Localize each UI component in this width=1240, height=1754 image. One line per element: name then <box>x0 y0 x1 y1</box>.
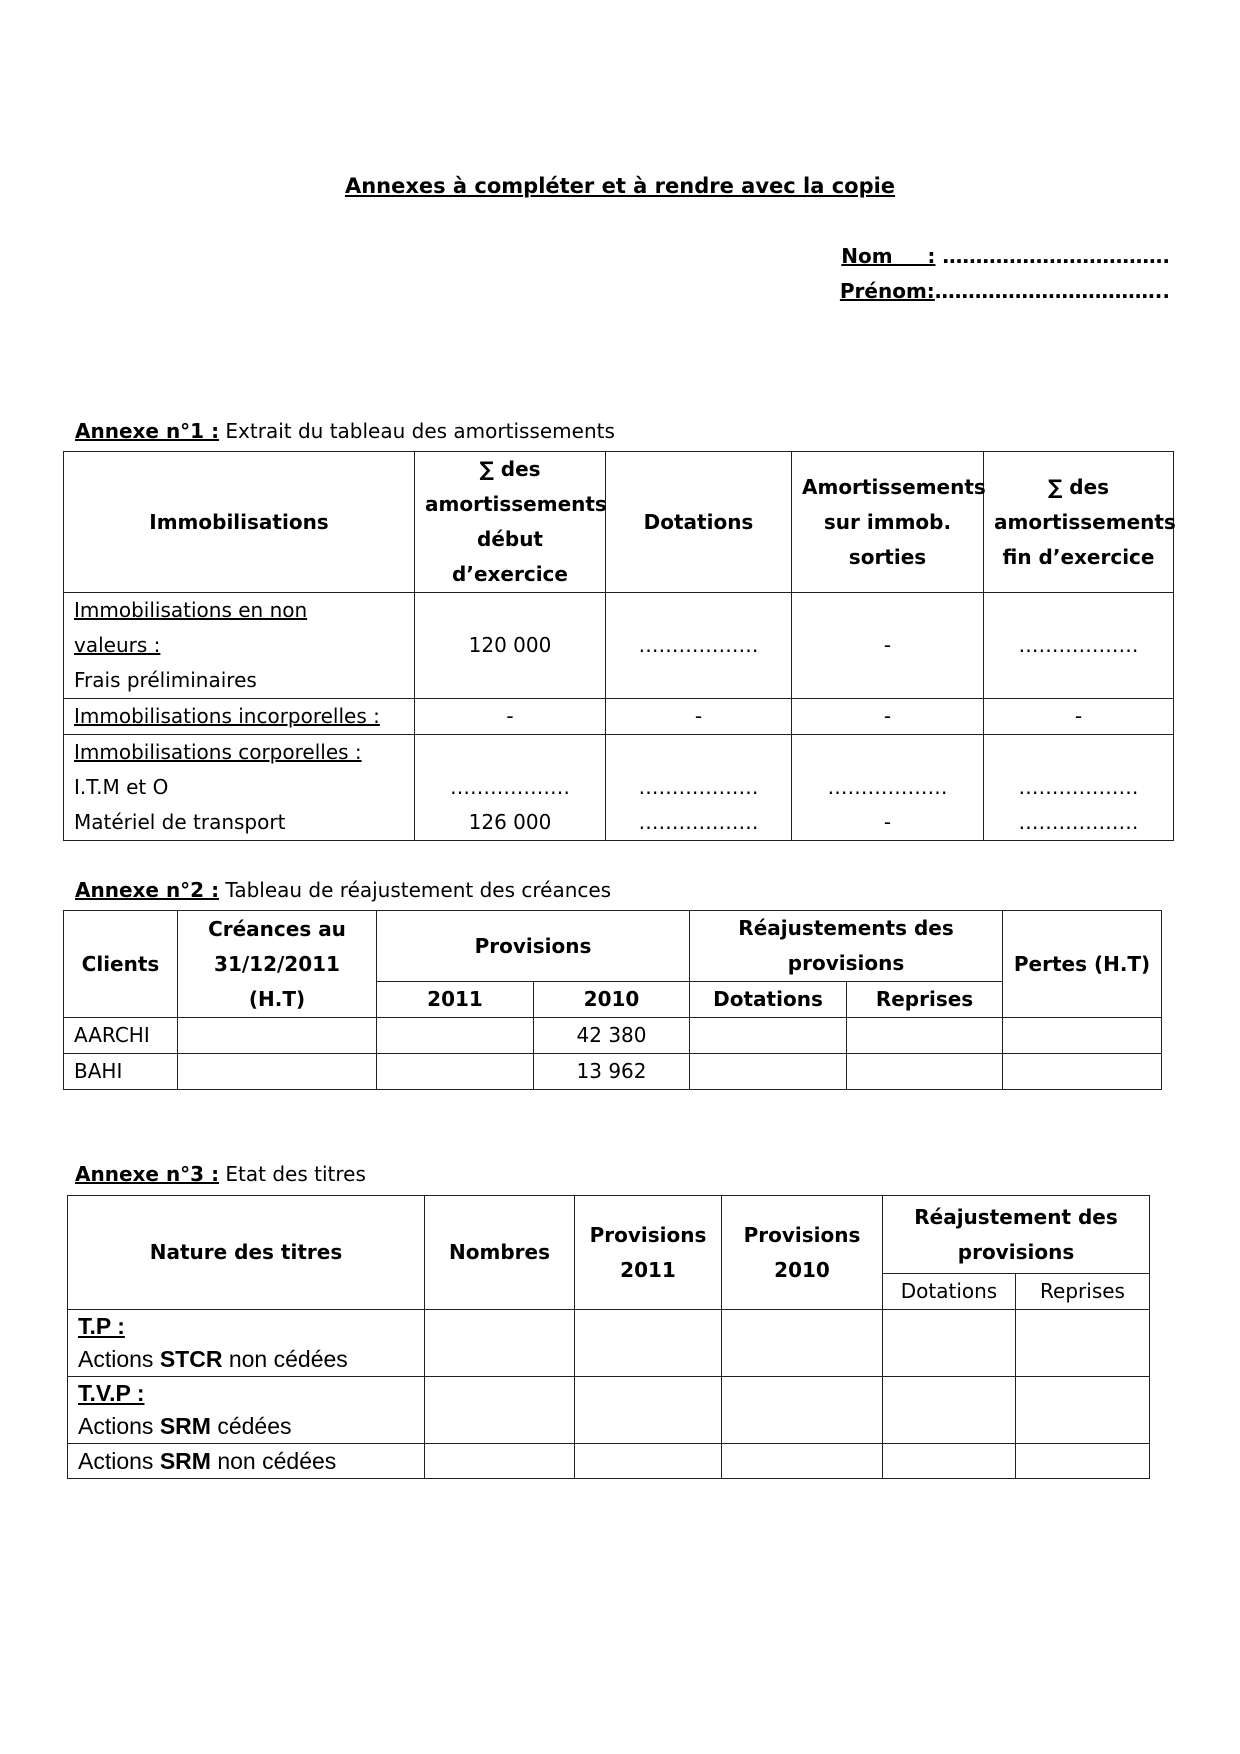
cell-pair <box>415 735 606 841</box>
table-row <box>68 1377 1150 1444</box>
client-name: BAHI <box>64 1054 178 1090</box>
fill-blank[interactable]: ……………… <box>1018 775 1139 799</box>
annex2-title: Tableau de réajustement des créances <box>219 878 612 902</box>
input-cell[interactable] <box>690 1054 847 1090</box>
row-label: Immobilisations en non valeurs : Frais préliminaires <box>64 593 415 699</box>
nom-field[interactable]: ……………………………. <box>935 244 1170 268</box>
table-row <box>64 1054 1162 1090</box>
cell: - <box>606 699 792 735</box>
cell: - <box>792 593 984 699</box>
annex3-title: Etat des titres <box>219 1162 366 1186</box>
table-row <box>64 735 1174 841</box>
input-cell[interactable] <box>847 1054 1003 1090</box>
col-dotations: Dotations <box>690 982 847 1018</box>
col-provisions: Provisions <box>377 911 690 982</box>
input-cell[interactable] <box>690 1018 847 1054</box>
input-cell[interactable] <box>1016 1310 1150 1377</box>
cell-pair <box>606 735 792 841</box>
input-cell[interactable] <box>575 1444 722 1479</box>
input-cell[interactable] <box>425 1310 575 1377</box>
table-row <box>68 1444 1150 1479</box>
row-label: T.V.P : Actions SRM cédées <box>68 1377 425 1444</box>
client-name: AARCHI <box>64 1018 178 1054</box>
input-cell[interactable] <box>722 1310 883 1377</box>
annex3-header-row <box>68 1196 1150 1274</box>
prenom-field[interactable]: …………………………….. <box>934 279 1170 303</box>
input-cell[interactable] <box>883 1377 1016 1444</box>
col-pertes: Pertes (H.T) <box>1003 911 1162 1018</box>
prenom-label: Prénom: <box>839 279 935 303</box>
fill-blank[interactable]: ……………… <box>984 593 1174 699</box>
fill-blank[interactable]: ……………… <box>827 775 948 799</box>
nom-line <box>841 244 1170 268</box>
col-reajustements: Réajustements des provisions <box>690 911 1003 982</box>
input-cell[interactable] <box>425 1377 575 1444</box>
col-reajustement: Réajustement des provisions <box>883 1196 1150 1274</box>
cell: 126 000 <box>468 810 552 834</box>
table-row <box>64 593 1174 699</box>
input-cell[interactable] <box>178 1054 377 1090</box>
annex3-heading <box>75 1162 366 1186</box>
cell: 120 000 <box>415 593 606 699</box>
annex2-tag: Annexe n°2 : <box>75 878 220 902</box>
nom-label: Nom : <box>841 244 936 268</box>
input-cell[interactable] <box>883 1310 1016 1377</box>
cell: 42 380 <box>534 1018 690 1054</box>
input-cell[interactable] <box>377 1018 534 1054</box>
row-label: Actions SRM non cédées <box>68 1444 425 1479</box>
col-clients: Clients <box>64 911 178 1018</box>
col-reprises: Reprises <box>847 982 1003 1018</box>
annex1-table <box>63 451 1174 841</box>
cell: - <box>792 699 984 735</box>
input-cell[interactable] <box>1003 1018 1162 1054</box>
input-cell[interactable] <box>377 1054 534 1090</box>
col-reprises: Reprises <box>1016 1274 1150 1310</box>
col-amort-debut: ∑ des amortissements début d’exercice <box>415 452 606 593</box>
input-cell[interactable] <box>425 1444 575 1479</box>
cell: - <box>984 699 1174 735</box>
col-amort-fin: ∑ des amortissements fin d’exercice <box>984 452 1174 593</box>
cell: - <box>883 810 892 834</box>
col-immobilisations: Immobilisations <box>64 452 415 593</box>
input-cell[interactable] <box>575 1377 722 1444</box>
annex1-heading <box>75 419 615 443</box>
col-prov-2010: 2010 <box>534 982 690 1018</box>
row-label: Immobilisations incorporelles : <box>64 699 415 735</box>
cell-pair <box>792 735 984 841</box>
annex3-tag: Annexe n°3 : <box>75 1162 220 1186</box>
table-row <box>64 699 1174 735</box>
annex2-header-row <box>64 911 1162 982</box>
col-dotations: Dotations <box>606 452 792 593</box>
annex2-heading <box>75 878 611 902</box>
annex1-title: Extrait du tableau des amortissements <box>219 419 615 443</box>
input-cell[interactable] <box>1003 1054 1162 1090</box>
annex1-header-row <box>64 452 1174 593</box>
input-cell[interactable] <box>1016 1377 1150 1444</box>
page-title: Annexes à compléter et à rendre avec la copie <box>344 174 896 198</box>
fill-blank[interactable]: ……………… <box>638 810 759 834</box>
col-prov-2010: Provisions 2010 <box>722 1196 883 1310</box>
row-label: Immobilisations corporelles : I.T.M et O Matériel de transport <box>64 735 415 841</box>
table-row <box>68 1310 1150 1377</box>
annex2-table <box>63 910 1162 1090</box>
fill-blank[interactable]: ……………… <box>606 593 792 699</box>
col-nature: Nature des titres <box>68 1196 425 1310</box>
fill-blank[interactable]: ……………… <box>450 775 570 799</box>
annex3-table <box>67 1195 1150 1479</box>
col-prov-2011: 2011 <box>377 982 534 1018</box>
col-prov-2011: Provisions 2011 <box>575 1196 722 1310</box>
col-nombres: Nombres <box>425 1196 575 1310</box>
col-amort-sorties: Amortissements sur immob. sorties <box>792 452 984 593</box>
prenom-line <box>840 279 1170 303</box>
fill-blank[interactable]: ……………… <box>1018 810 1139 834</box>
row-label: T.P : Actions STCR non cédées <box>68 1310 425 1377</box>
input-cell[interactable] <box>1016 1444 1150 1479</box>
cell-pair <box>984 735 1174 841</box>
input-cell[interactable] <box>883 1444 1016 1479</box>
input-cell[interactable] <box>722 1377 883 1444</box>
input-cell[interactable] <box>575 1310 722 1377</box>
col-dotations: Dotations <box>883 1274 1016 1310</box>
cell: - <box>415 699 606 735</box>
input-cell[interactable] <box>847 1018 1003 1054</box>
fill-blank[interactable]: ……………… <box>638 775 759 799</box>
col-creances: Créances au 31/12/2011 (H.T) <box>178 911 377 1018</box>
cell: 13 962 <box>534 1054 690 1090</box>
table-row <box>64 1018 1162 1054</box>
input-cell[interactable] <box>722 1444 883 1479</box>
annex1-tag: Annexe n°1 : <box>75 419 220 443</box>
input-cell[interactable] <box>178 1018 377 1054</box>
